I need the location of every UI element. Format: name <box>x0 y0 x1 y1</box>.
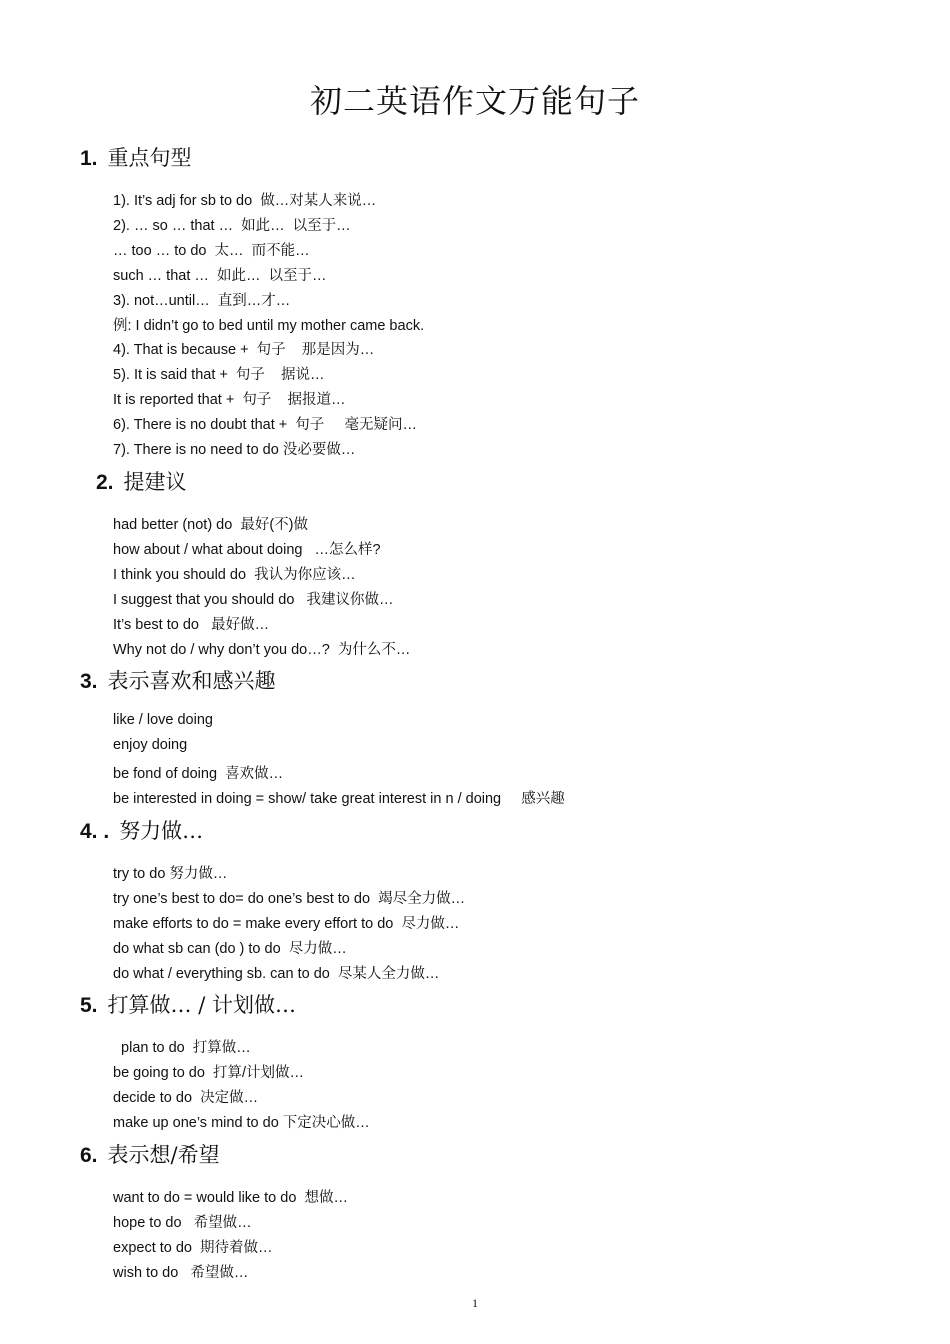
sentence-line: 5). It is said that + 句子 据说… <box>113 367 325 384</box>
sentence-line: be going to do 打算/计划做… <box>113 1064 304 1081</box>
sentence-line: be fond of doing 喜欢做… <box>113 765 284 782</box>
sentence-line: want to do = would like to do 想做… <box>113 1190 348 1206</box>
sentence-line: such … that … 如此… 以至于… <box>113 267 327 284</box>
sentence-line: try one’s best to do= do one’s best to do 竭尽全力做… <box>113 890 466 907</box>
section-title: 表示喜欢和感兴趣 <box>107 669 276 693</box>
section-title: 打算做… / 计划做… <box>107 993 296 1017</box>
sentence-line: It’s best to do 最好做… <box>113 616 270 633</box>
sentence-line: 2). … so … that … 如此… 以至于… <box>113 217 351 234</box>
section-number: 4. . <box>80 820 110 843</box>
sentence-line: 3). not…until… 直到…才… <box>113 292 291 309</box>
sentence-line: I suggest that you should do 我建议你做… <box>113 591 394 608</box>
sentence-line: 7). There is no need to do 没必要做… <box>113 442 356 458</box>
section-number: 6. <box>80 1144 98 1167</box>
sentence-line: 1). It’s adj for sb to do 做…对某人来说… <box>113 193 377 209</box>
sentence-line: make efforts to do = make every effort to do 尽力做… <box>113 915 460 932</box>
section-number: 1. <box>80 147 98 170</box>
section-heading <box>80 665 276 695</box>
sentence-line: It is reported that + 句子 据报道… <box>113 392 346 409</box>
sentence-line: … too … to do 太… 而不能… <box>113 242 310 259</box>
sentence-line: do what / everything sb. can to do 尽某人全力做… <box>113 965 440 982</box>
sentence-line: try to do 努力做… <box>113 866 228 882</box>
section-heading <box>80 142 192 172</box>
sentence-line: like / love doing <box>113 712 213 728</box>
section-heading <box>80 1139 220 1169</box>
sentence-line: 4). That is because + 句子 那是因为… <box>113 342 375 359</box>
sentence-line: Why not do / why don’t you do…? 为什么不… <box>113 641 411 658</box>
sentence-line: make up one’s mind to do 下定决心做… <box>113 1114 370 1131</box>
sentence-line: do what sb can (do ) to do 尽力做… <box>113 940 347 957</box>
page-title: 初二英语作文万能句子 <box>309 82 640 120</box>
sentence-line: had better (not) do 最好(不)做 <box>113 517 309 533</box>
sentence-line: 例: I didn’t go to bed until my mother came back. <box>113 317 425 334</box>
section-title: 重点句型 <box>107 146 192 170</box>
sentence-line: wish to do 希望做… <box>113 1264 249 1281</box>
section-heading <box>96 466 187 496</box>
section-title: 提建议 <box>123 470 187 494</box>
sentence-line: I think you should do 我认为你应该… <box>113 566 356 583</box>
section-heading <box>80 989 296 1019</box>
section-title: 努力做… <box>119 819 204 843</box>
page-number: 1 <box>472 1296 478 1310</box>
sentence-line: plan to do 打算做… <box>113 1040 251 1056</box>
sentence-line: decide to do 决定做… <box>113 1089 259 1106</box>
sentence-line: enjoy doing <box>113 736 188 753</box>
sentence-line: how about / what about doing …怎么样? <box>113 541 381 558</box>
section-number: 3. <box>80 670 98 693</box>
section-number: 5. <box>80 994 98 1017</box>
sentence-line: expect to do 期待着做… <box>113 1239 273 1256</box>
section-heading <box>80 815 203 845</box>
section-number: 2. <box>96 471 114 494</box>
sentence-line: hope to do 希望做… <box>113 1214 252 1231</box>
sentence-line: 6). There is no doubt that + 句子 毫无疑问… <box>113 417 417 434</box>
section-title: 表示想/希望 <box>107 1143 220 1167</box>
sentence-line: be interested in doing = show/ take great interest in n / doing 感兴趣 <box>113 790 565 807</box>
